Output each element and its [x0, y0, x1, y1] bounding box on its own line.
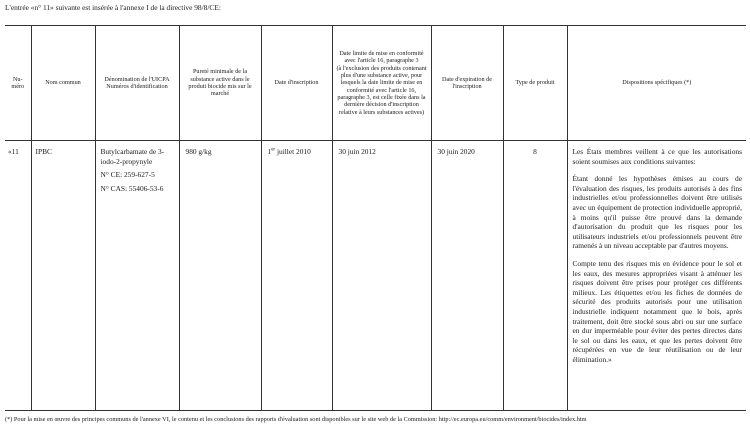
header-iupac: [95, 26, 179, 141]
cell-iupac: [95, 141, 179, 411]
annex-table: [5, 25, 746, 411]
row-expiry-date: 30 juin 2020: [437, 147, 475, 156]
cell-provisions: [567, 141, 746, 411]
row-provisions-paragraph-2: Étant donné les hypothèses émises au cours de l'évaluation des risques, les produits autorisés à des fins industrielles et/ou professionnelles doivent être utilisés avec un équipement de protection individuelle approprié, à moins qu'il puisse être prouvé dans la demande d'autorisation du produit que les risques pour les utilisateurs industriels et/ou professionnels peuvent être ramenés à un niveau acceptable par d'autres moyens.: [572, 174, 742, 251]
row-ec-number: N° CE: 259-627-5: [100, 170, 155, 180]
row-purity: 980 g/kg: [185, 147, 212, 156]
header-product-type-label: Type de produit: [515, 79, 555, 87]
cell-number: [5, 141, 31, 411]
row-iupac-name: Butylcarbamate de 3-iodo-2-propynyle: [100, 147, 165, 166]
cell-common-name: [31, 141, 95, 411]
footnote: (*) Pour la mise en œuvre des principes communs de l'annexe VI, le contenu et les conclusions des rapports d'évaluation sont disponibles sur le site web de la Commission: http://ec.europa.eu/comm/environment/biocides/index.htm: [5, 416, 587, 423]
row-provisions-paragraph-1: Les États membres veillent à ce que les autorisations soient soumises aux conditions suivantes:: [572, 147, 742, 166]
header-iupac-label: Dénomination de l'UICPA Numéros d'identification: [104, 75, 170, 90]
row-compliance-deadline: 30 juin 2012: [338, 147, 376, 156]
table-header-row: [5, 26, 746, 141]
header-inclusion-date: [261, 26, 332, 141]
row-cas-number: N° CAS: 55406-53-6: [100, 183, 164, 193]
header-compliance-deadline: [332, 26, 431, 141]
header-compliance-deadline-label: Date limite de mise en conformité avec l'article 16, paragraphe 3 (à l'exclusion des produits contenant plus d'une substance active, pour lesquels la date limite de mise en conformité avec l'article 16, paragraphe 3, est celle fixée dans la dernière décision d'inscription relative à leurs substances actives): [336, 50, 427, 116]
cell-expiry-date: [431, 141, 503, 411]
header-inclusion-date-label: Date d'inscription: [274, 79, 319, 87]
header-provisions-label: Dispositions spécifiques (*): [622, 79, 692, 87]
table-row: [5, 141, 746, 411]
header-provisions: [567, 26, 746, 141]
header-number: [5, 26, 31, 141]
header-purity-label: Pureté minimale de la substance active dans le produit biocide mis sur le marché: [188, 68, 252, 98]
row-product-type: 8: [533, 147, 537, 156]
header-common-name: [31, 26, 95, 141]
row-inclusion-date-day: 1: [267, 147, 272, 156]
row-number: «11: [8, 147, 19, 156]
header-purity: [179, 26, 261, 141]
cell-inclusion-date: [261, 141, 332, 411]
row-common-name: IPBC: [35, 147, 52, 156]
header-common-name-label: Nom commun: [45, 79, 81, 87]
header-expiry-date: [431, 26, 503, 141]
cell-product-type: [503, 141, 567, 411]
header-number-label: Nu- méro: [11, 75, 25, 90]
cell-purity: [179, 141, 261, 411]
header-product-type: [503, 26, 567, 141]
row-inclusion-date-sup: er: [271, 147, 276, 153]
header-expiry-date-label: Date d'expiration de l'inscription: [442, 75, 492, 90]
row-inclusion-date-rest: juillet 2010: [275, 147, 311, 156]
intro-text: L'entrée «n° 11» suivante est insérée à l'annexe I de la directive 98/8/CE:: [5, 3, 221, 12]
cell-compliance-deadline: [332, 141, 431, 411]
row-provisions-paragraph-3: Compte tenu des risques mis en évidence pour le sol et les eaux, des mesures appropriées visant à atténuer les risques doivent être prises pour protéger ces différents milieux. Les étiquettes et/ou les fiches de données de sécurité des produits autorisés pour une utilisation industrielle indiquent notamment que le bois, après traitement, doit être stocké sous abri ou sur une surface en dur imperméable pour éviter des pertes directes dans le sol ou dans les eaux, et que les pertes doivent être récupérées en vue de leur réutilisation ou de leur élimination.»: [572, 258, 742, 364]
